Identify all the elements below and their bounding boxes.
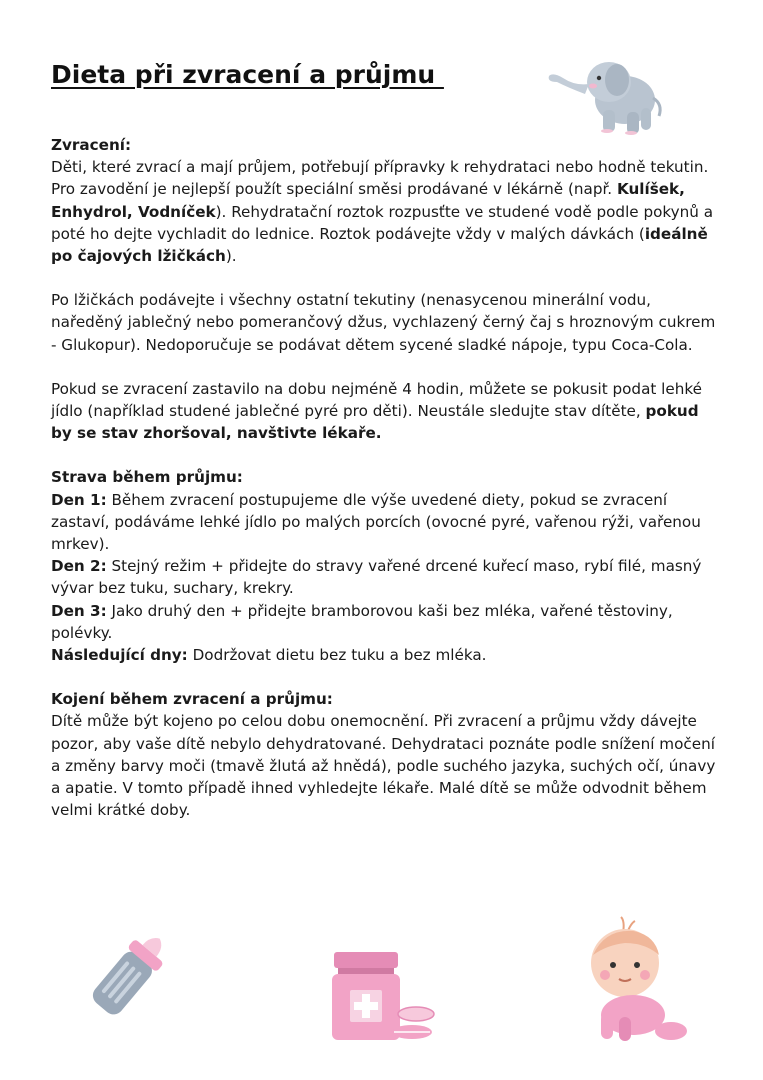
- diarrhea-heading: Strava během průjmu:: [51, 468, 243, 487]
- elephant-icon: [545, 52, 670, 138]
- breastfeeding-heading: Kojení během zvracení a průjmu:: [51, 690, 333, 709]
- vomiting-heading: Zvracení:: [51, 136, 132, 154]
- baby-bottle-icon: [70, 930, 180, 1030]
- crawling-baby-icon: [575, 915, 695, 1045]
- medicine-jar-icon: [328, 948, 438, 1044]
- document-body: [51, 134, 716, 821]
- diet-day-2: Den 2: Stejný režim + přidejte do stravy vařené drcené kuřecí maso, rybí filé, masný vývar bez tuku, suchary, krekry.: [51, 557, 702, 598]
- vomiting-paragraph-1: Děti, které zvrací a mají průjem, potřebují přípravky k rehydrataci nebo hodně tekutin. Pro zavodění je nejlepší použít speciální směsi prodávané v lékárně (např. Kulíšek, Enhydrol, Vodníček). Rehydratační roztok rozpusťte ve studené vodě podle pokynů a poté ho dejte vychladit do lednice. Roztok podávejte vždy v malých dávkách (ideálně po čajových lžičkách).: [51, 158, 714, 266]
- vomiting-paragraph-2: Po lžičkách podávejte i všechny ostatní tekutiny (nenasycenou minerální vodu, naředěný jablečný nebo pomerančový džus, vychlazený černý čaj s hroznovým cukrem - Glukopur). Nedoporučuje se podávat dětem sycené sladké nápoje, typu Coca-Cola.: [51, 291, 716, 354]
- document-title: Dieta při zvracení a průjmu: [51, 60, 444, 89]
- diet-day-1: Den 1: Během zvracení postupujeme dle výše uvedené diety, pokud se zvracení zastaví, podáváme lehké jídlo po malých porcích (ovocné pyré, vařenou rýži, vařenou mrkev).: [51, 490, 701, 554]
- diet-following-days: Následující dny: Dodržovat dietu bez tuku a bez mléka.: [51, 646, 487, 665]
- vomiting-paragraph-3: Pokud se zvracení zastavilo na dobu nejméně 4 hodin, můžete se pokusit podat lehké jídlo (například studené jablečné pyré pro děti). Neustále sledujte stav dítěte, pokud by se stav zhoršoval, navštivte lékaře.: [51, 379, 702, 443]
- diet-day-3: Den 3: Jako druhý den + přidejte bramborovou kaši bez mléka, vařené těstoviny, polévky.: [51, 601, 673, 642]
- breastfeeding-paragraph: Dítě může být kojeno po celou dobu onemocnění. Při zvracení a průjmu vždy dávejte pozor, aby vaše dítě nebylo dehydratované. Dehydrataci poznáte podle snížení močení a změny barvy moči (tmavě žlutá až hnědá), podle suchého jazyka, suchých očí, únavy a apatie. V tomto případě ihned vyhledejte lékaře. Malé dítě se může odvodnit během velmi krátké doby.: [51, 712, 716, 820]
